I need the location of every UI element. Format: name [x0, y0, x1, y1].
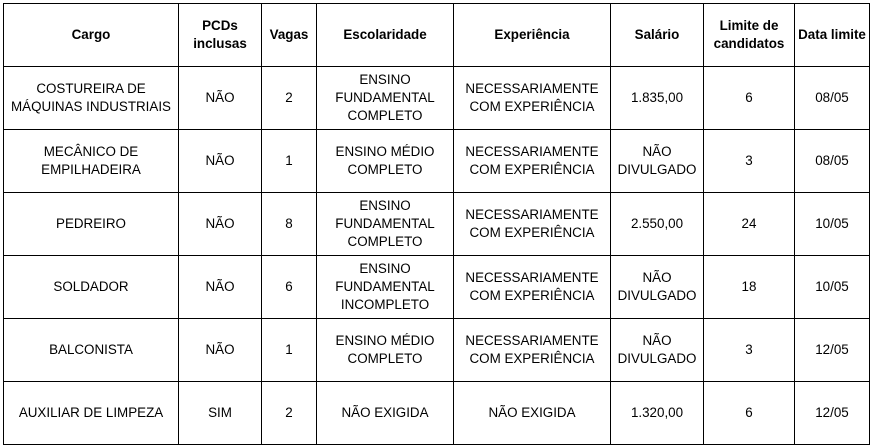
header-salario: Salário [611, 4, 704, 67]
cell-cargo: MECÂNICO DE EMPILHADEIRA [4, 130, 179, 193]
table-row [4, 319, 870, 382]
cell-experiencia: NECESSARIAMENTE COM EXPERIÊNCIA [454, 67, 611, 130]
job-openings-table [3, 3, 870, 445]
cell-escolaridade: NÃO EXIGIDA [317, 382, 454, 445]
cell-experiencia: NÃO EXIGIDA [454, 382, 611, 445]
cell-experiencia: NECESSARIAMENTE COM EXPERIÊNCIA [454, 256, 611, 319]
cell-data: 08/05 [795, 67, 870, 130]
cell-cargo: AUXILIAR DE LIMPEZA [4, 382, 179, 445]
header-pcds: PCDs inclusas [179, 4, 262, 67]
header-limite: Limite de candidatos [704, 4, 795, 67]
cell-pcds: NÃO [179, 319, 262, 382]
cell-pcds: NÃO [179, 193, 262, 256]
cell-data: 10/05 [795, 193, 870, 256]
cell-salario: 2.550,00 [611, 193, 704, 256]
cell-vagas: 6 [262, 256, 317, 319]
cell-salario: 1.320,00 [611, 382, 704, 445]
header-data: Data limite [795, 4, 870, 67]
header-escolaridade: Escolaridade [317, 4, 454, 67]
cell-experiencia: NECESSARIAMENTE COM EXPERIÊNCIA [454, 193, 611, 256]
table-row [4, 256, 870, 319]
cell-salario: NÃO DIVULGADO [611, 130, 704, 193]
cell-vagas: 2 [262, 67, 317, 130]
cell-limite: 6 [704, 382, 795, 445]
table-row [4, 130, 870, 193]
cell-escolaridade: ENSINO MÉDIO COMPLETO [317, 130, 454, 193]
table-row [4, 382, 870, 445]
cell-data: 10/05 [795, 256, 870, 319]
cell-cargo: COSTUREIRA DE MÁQUINAS INDUSTRIAIS [4, 67, 179, 130]
cell-cargo: PEDREIRO [4, 193, 179, 256]
cell-data: 12/05 [795, 382, 870, 445]
cell-limite: 3 [704, 130, 795, 193]
header-row [4, 4, 870, 67]
cell-limite: 24 [704, 193, 795, 256]
cell-experiencia: NECESSARIAMENTE COM EXPERIÊNCIA [454, 130, 611, 193]
cell-pcds: NÃO [179, 67, 262, 130]
header-experiencia: Experiência [454, 4, 611, 67]
cell-escolaridade: ENSINO MÉDIO COMPLETO [317, 319, 454, 382]
table-row [4, 67, 870, 130]
cell-limite: 3 [704, 319, 795, 382]
cell-vagas: 1 [262, 130, 317, 193]
job-openings-table-container [3, 3, 870, 445]
cell-experiencia: NECESSARIAMENTE COM EXPERIÊNCIA [454, 319, 611, 382]
cell-vagas: 1 [262, 319, 317, 382]
cell-salario: NÃO DIVULGADO [611, 256, 704, 319]
cell-pcds: NÃO [179, 130, 262, 193]
cell-cargo: SOLDADOR [4, 256, 179, 319]
cell-vagas: 2 [262, 382, 317, 445]
header-vagas: Vagas [262, 4, 317, 67]
table-row [4, 193, 870, 256]
cell-limite: 18 [704, 256, 795, 319]
cell-limite: 6 [704, 67, 795, 130]
cell-salario: 1.835,00 [611, 67, 704, 130]
cell-escolaridade: ENSINO FUNDAMENTAL COMPLETO [317, 193, 454, 256]
cell-escolaridade: ENSINO FUNDAMENTAL INCOMPLETO [317, 256, 454, 319]
cell-pcds: SIM [179, 382, 262, 445]
cell-pcds: NÃO [179, 256, 262, 319]
cell-vagas: 8 [262, 193, 317, 256]
cell-data: 12/05 [795, 319, 870, 382]
cell-cargo: BALCONISTA [4, 319, 179, 382]
cell-escolaridade: ENSINO FUNDAMENTAL COMPLETO [317, 67, 454, 130]
cell-salario: NÃO DIVULGADO [611, 319, 704, 382]
cell-data: 08/05 [795, 130, 870, 193]
header-cargo: Cargo [4, 4, 179, 67]
